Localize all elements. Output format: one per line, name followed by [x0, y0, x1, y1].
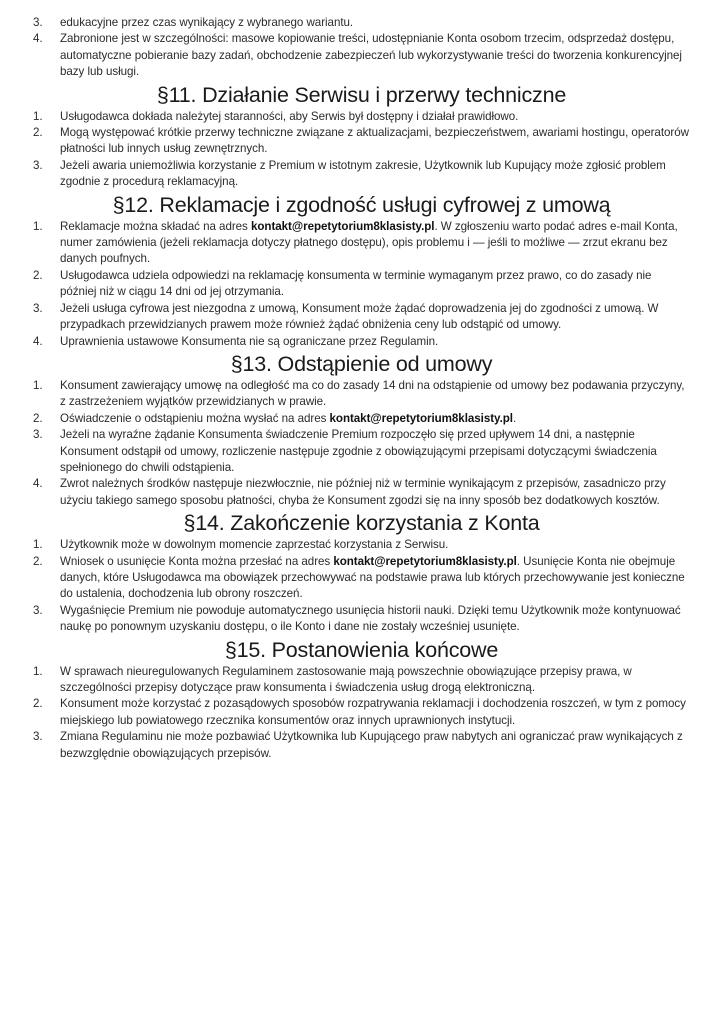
- item-text: Zmiana Regulaminu nie może pozbawiać Użytkownika lub Kupującego praw nabytych ani ograniczać praw wynikających z bezwzględnie obowiązujących przepisów.: [60, 730, 683, 760]
- list-item: [33, 603, 690, 636]
- item-text: Konsument zawierający umowę na odległość ma co do zasady 14 dni na odstąpienie od umowy bez podawania przyczyny, z zastrzeżeniem wyjątków przewidzianych w prawie.: [60, 378, 685, 409]
- item-number: 4.: [33, 32, 43, 46]
- list-item: [33, 158, 690, 191]
- list-item: [33, 378, 690, 411]
- contact-email: kontakt@repetytorium8klasisty.pl: [329, 411, 513, 425]
- section-12-title: §12. Reklamacje i zgodność usługi cyfrowej z umową: [112, 192, 611, 217]
- item-number: 1.: [33, 109, 43, 123]
- item-text: edukacyjne przez czas wynikający z wybranego wariantu.: [60, 16, 354, 29]
- list-item: [33, 696, 690, 729]
- item-text-pre: Oświadczenie o odstąpieniu można wysłać na adres: [60, 411, 330, 425]
- intro-list: [33, 15, 690, 81]
- contact-email: kontakt@repetytorium8klasisty.pl: [250, 219, 435, 233]
- item-text: Jeżeli awaria uniemożliwia korzystanie z Premium w istotnym zakresie, Użytkownik lub Kupujący może zgłosić problem zgodnie z procedurą reklamacyjną.: [60, 158, 666, 189]
- item-number: 2.: [33, 268, 43, 282]
- section-13-list: [33, 378, 690, 509]
- item-number: 3.: [33, 730, 43, 744]
- list-item: [33, 554, 690, 603]
- item-number: 1.: [33, 664, 43, 678]
- item-number: 4.: [33, 477, 43, 491]
- list-item: [33, 125, 690, 158]
- list-item: [33, 268, 690, 301]
- item-number: 2.: [33, 554, 43, 568]
- item-text: Wygaśnięcie Premium nie powoduje automatycznego usunięcia historii nauki. Dzięki temu Użytkownik może kontynuować naukę po ponownym uzyskaniu dostępu, o ile Konto i dane nie zostały wcześniej usunięte.: [60, 603, 681, 634]
- item-text: Usługodawca dokłada należytej staranności, aby Serwis był dostępny i działał prawidłowo.: [60, 109, 519, 123]
- list-item: [33, 219, 690, 268]
- item-text: Jeżeli na wyraźne żądanie Konsumenta świadczenie Premium rozpoczęło się przed upływem 14 dni, a następnie Konsument odstąpił od umowy, rozliczenie następuje zgodnie z obowiązującymi przepisami dotyczącymi świadczenia spełnionego do chwili odstąpienia.: [60, 428, 657, 474]
- item-text-pre: Wniosek o usunięcie Konta można przesłać na adres: [60, 554, 334, 568]
- item-number: 3.: [33, 603, 43, 617]
- item-text: Usługodawca udziela odpowiedzi na reklamację konsumenta w terminie wymaganym przez prawo, co do zasady nie później niż w ciągu 14 dni od jej otrzymania.: [60, 268, 652, 299]
- item-text: Uprawnienia ustawowe Konsumenta nie są ograniczane przez Regulamin.: [60, 334, 439, 348]
- section-14-list: [33, 537, 690, 635]
- item-number: 2.: [33, 697, 43, 711]
- item-number: 2.: [33, 411, 43, 425]
- item-text: Zwrot należnych środków następuje niezwłocznie, nie później niż w terminie wynikającym z przepisów, zasadniczo przy użyciu takiego samego sposobu płatności, chyba że Konsument zgodzi się na inny sposób bez dodatkowych kosztów.: [60, 477, 666, 507]
- section-13-title: §13. Odstąpienie od umowy: [230, 351, 493, 376]
- item-number: 3.: [33, 158, 43, 172]
- item-number: 3.: [33, 428, 43, 442]
- list-item: [33, 301, 690, 334]
- list-item: [33, 109, 690, 125]
- section-11-list: [33, 109, 690, 191]
- item-text-post: . Usunięcie Konta nie obejmuje danych, które Usługodawca ma obowiązek przechowywać na podstawie prawa lub których przechowywanie jest konieczne do ustalenia, dochodzenia lub obrony roszczeń.: [60, 554, 685, 601]
- item-number: 3.: [33, 16, 43, 29]
- item-number: 3.: [33, 301, 43, 315]
- contact-email: kontakt@repetytorium8klasisty.pl: [333, 554, 517, 568]
- section-12-list: [33, 219, 690, 350]
- item-text: Jeżeli usługa cyfrowa jest niezgodna z umową, Konsument może żądać doprowadzenia jej do zgodności z umową. W przypadkach przewidzianych prawem może również żądać obniżenia ceny lub odstąpić od umowy.: [60, 301, 659, 332]
- item-number: 1.: [33, 378, 43, 392]
- list-item: [33, 411, 690, 427]
- item-text: Konsument może korzystać z pozasądowych sposobów rozpatrywania reklamacji i dochodzenia roszczeń, w tym z pomocy miejskiego lub powiatowego rzecznika konsumentów oraz innych uprawnionych instytucji.: [60, 697, 686, 727]
- list-item: [33, 334, 690, 350]
- item-text-post: .: [512, 411, 517, 425]
- item-number: 1.: [33, 538, 43, 552]
- item-text: Użytkownik może w dowolnym momencie zaprzestać korzystania z Serwisu.: [60, 538, 449, 552]
- item-text: Zabronione jest w szczególności: masowe kopiowanie treści, udostępnianie Konta osobom trzecim, odsprzedaż dostępu, automatyczne pobieranie bazy zadań, obchodzenie zabezpieczeń lub wykorzystywanie treści do tworzenia konkurencyjnej bazy lub usługi.: [60, 32, 682, 79]
- list-item: [33, 427, 690, 476]
- list-item: [33, 729, 690, 762]
- section-15-list: [33, 664, 690, 762]
- item-text-pre: Reklamacje można składać na adres: [60, 219, 251, 233]
- item-text: W sprawach nieuregulowanych Regulaminem zastosowanie mają powszechnie obowiązujące przepisy prawa, w szczególności przepisy dotyczące praw konsumenta i świadczenia usług drogą elektroniczną.: [60, 664, 632, 694]
- section-14-title: §14. Zakończenie korzystania z Konta: [183, 511, 540, 536]
- list-item: [33, 15, 690, 31]
- list-item: [33, 31, 690, 80]
- list-item: [33, 537, 690, 553]
- item-number: 1.: [33, 219, 43, 233]
- item-text-post: . W zgłoszeniu warto podać adres e-mail Konta, numer zamówienia (jeżeli reklamacja dotyczy płatnego dostępu), opis problemu i — jeśli to możliwe — zrzut ekranu bez danych poufnych.: [60, 219, 678, 266]
- list-item: [33, 664, 690, 697]
- item-number: 2.: [33, 126, 43, 140]
- item-number: 4.: [33, 334, 43, 348]
- section-11-title: §11. Działanie Serwisu i przerwy techniczne: [156, 82, 567, 107]
- list-item: [33, 476, 690, 509]
- section-15-title: §15. Postanowienia końcowe: [224, 637, 499, 662]
- item-text: Mogą występować krótkie przerwy techniczne związane z aktualizacjami, bezpieczeństwem, awariami hostingu, operatorów płatności lub innych usług zewnętrznych.: [60, 126, 689, 156]
